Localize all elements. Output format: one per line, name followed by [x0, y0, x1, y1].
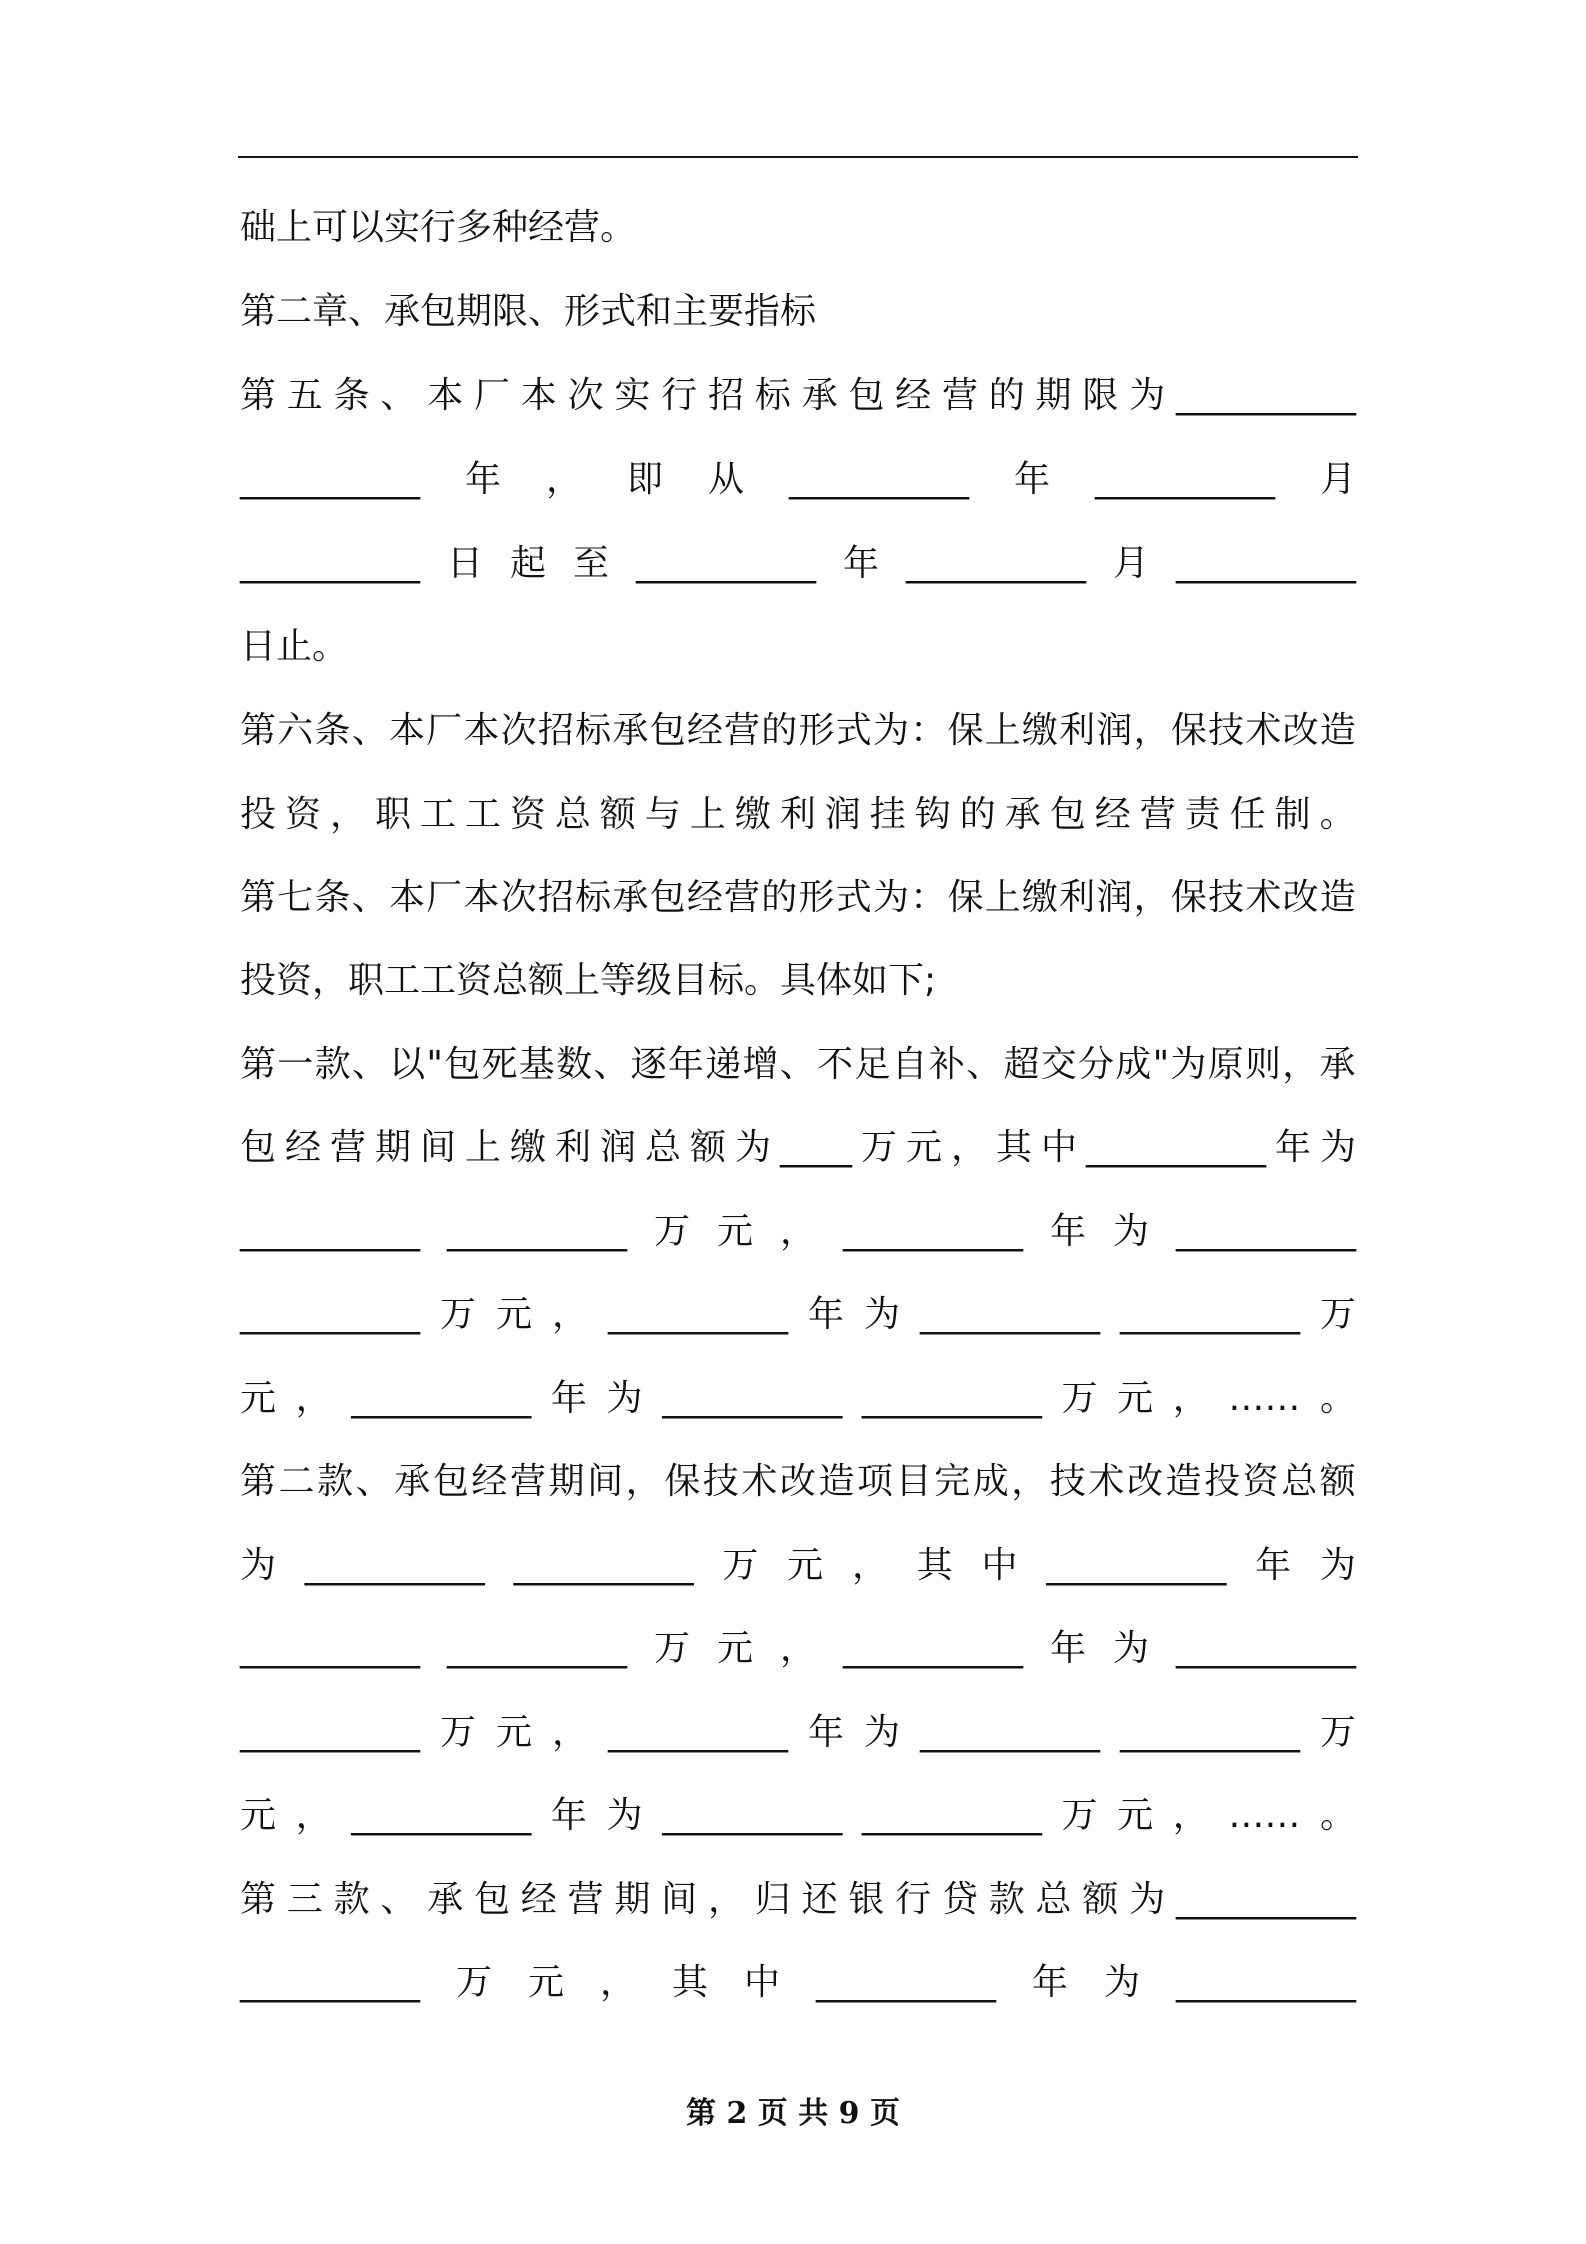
header-rule [238, 156, 1358, 158]
text-line: 为 __________ __________ 万 元 ， 其 中 __________ 年 为 [240, 1545, 1356, 1586]
text-line: 第 七 条 、 本 厂 本 次 招 标 承 包 经 营 的 形 式 为 ： 保 上 缴 利 润 ， 保 技 术 改 造 [240, 877, 1356, 918]
text-line: __________ 日 起 至 __________ 年 __________ 月 __________ [240, 543, 1356, 584]
text-line: 第 三 款 、 承 包 经 营 期 间 ， 归 还 银 行 贷 款 总 额 为 __________ [240, 1879, 1356, 1920]
text-line: 第 二 款 、 承 包 经 营 期 间 ， 保 技 术 改 造 项 目 完 成 ， 技 术 改 造 投 资 总 额 [240, 1461, 1356, 1502]
text-line: 投 资 ， 职 工 工 资 总 额 与 上 缴 利 润 挂 钩 的 承 包 经 营 责 任 制 。 [240, 794, 1356, 835]
text-line: __________ 万 元 ， 其 中 __________ 年 为 __________ [240, 1962, 1356, 2003]
text-line: __________ 万 元 ， __________ 年 为 __________ __________ 万 [240, 1294, 1356, 1335]
text-line: __________ __________ 万 元 ， __________ 年 为 __________ [240, 1628, 1356, 1669]
text-line: __________ 年 ， 即 从 __________ 年 __________ 月 [240, 459, 1356, 500]
text-line: __________ __________ 万 元 ， __________ 年 为 __________ [240, 1211, 1356, 1252]
text-line: 础上可以实行多种经营。 [240, 207, 637, 248]
text-line: 元 ， __________ 年 为 __________ __________ 万 元 ， …… 。 [240, 1795, 1356, 1836]
text-line: __________ 万 元 ， __________ 年 为 __________ __________ 万 [240, 1712, 1356, 1753]
text-line: 第 一 款 、 以 " 包 死 基 数 、 逐 年 递 增 、 不 足 自 补 、 超 交 分 成 " 为 原 则 ， 承 [240, 1044, 1356, 1085]
text-line: 包 经 营 期 间 上 缴 利 润 总 额 为 ____ 万 元 ， 其 中 __________ 年 为 [240, 1127, 1356, 1168]
page-footer: 第 2 页 共 9 页 [686, 2096, 900, 2131]
text-line: 投资，职工工资总额上等级目标。具体如下; [240, 960, 937, 1001]
text-line: 第 六 条 、 本 厂 本 次 招 标 承 包 经 营 的 形 式 为 ： 保 上 缴 利 润 ， 保 技 术 改 造 [240, 710, 1356, 751]
text-line: 第 五 条 、 本 厂 本 次 实 行 招 标 承 包 经 营 的 期 限 为 __________ [240, 375, 1356, 416]
text-line: 日止。 [240, 626, 349, 667]
text-line: 元 ， __________ 年 为 __________ __________ 万 元 ， …… 。 [240, 1378, 1356, 1419]
text-line: 第二章、承包期限、形式和主要指标 [240, 291, 817, 332]
